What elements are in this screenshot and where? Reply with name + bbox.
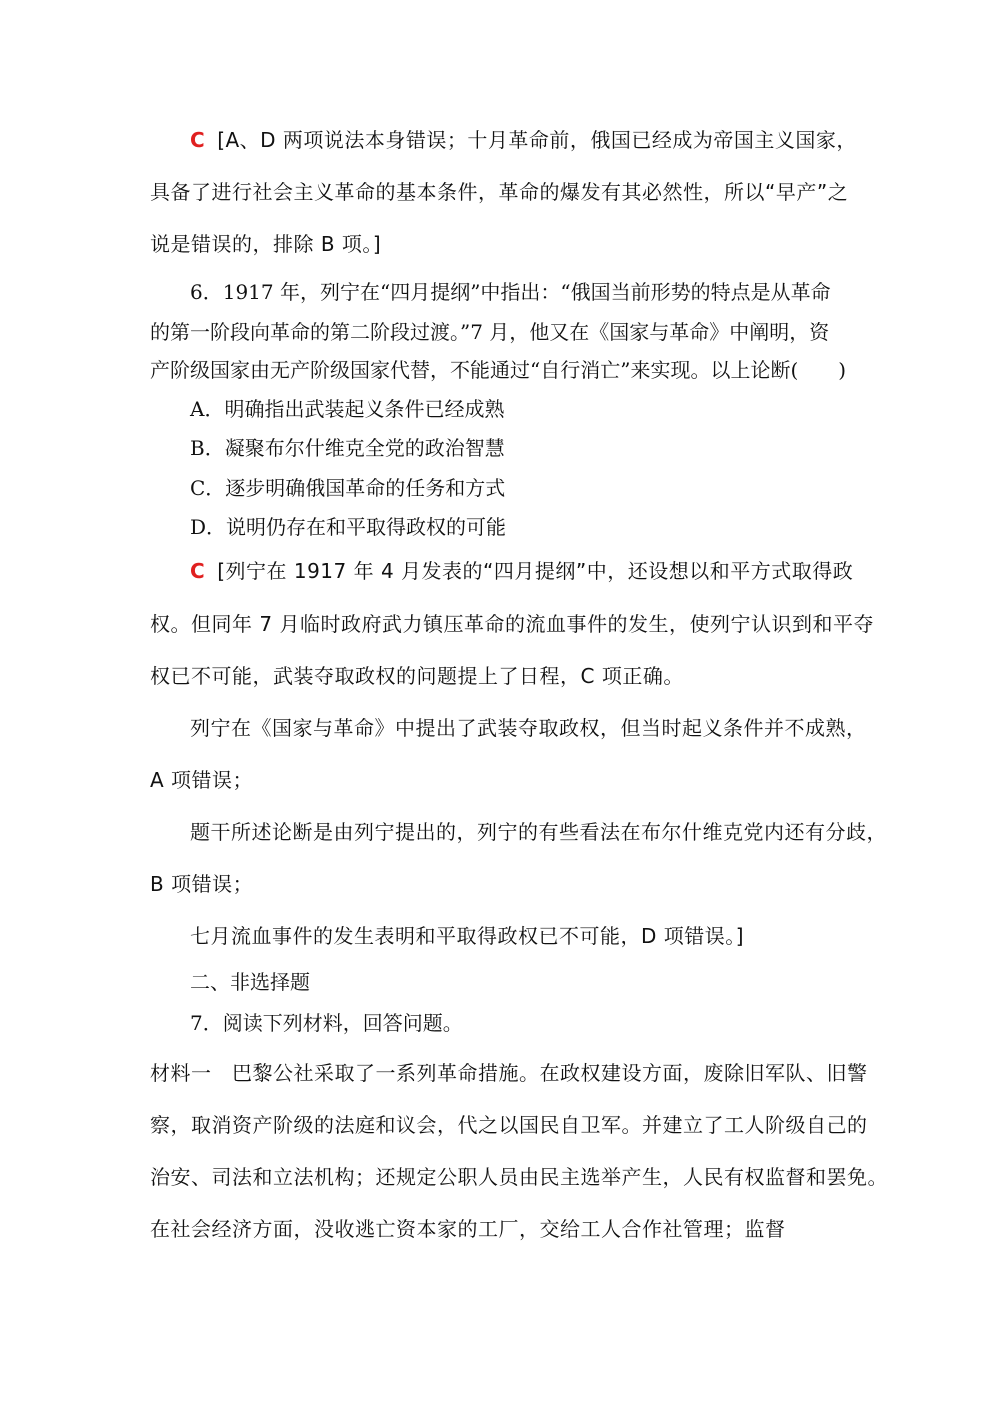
material1-line-4: 在社会经济方面，没收逃亡资本家的工厂，交给工人合作社管理；监督 (150, 1217, 786, 1241)
question7-prompt: 7．阅读下列材料，回答问题。 (190, 1011, 463, 1035)
answer5-line-2: 具备了进行社会主义革命的基本条件，革命的爆发有其必然性，所以“早产”之 (150, 180, 849, 204)
question6-option-d: D．说明仍存在和平取得政权的可能 (190, 515, 507, 539)
question6-line-3: 产阶级国家由无产阶级国家代替，不能通过“自行消亡”来实现。以上论断( ) (150, 358, 847, 382)
material1-line-1: 材料一 巴黎公社采取了一系列革命措施。在政权建设方面，废除旧军队、旧警 (150, 1061, 868, 1085)
answer5-letter: C (190, 128, 206, 152)
question6-option-c: C．逐步明确俄国革命的任务和方式 (190, 476, 506, 500)
section2-title: 二、非选择题 (190, 970, 310, 994)
answer6-line-2: 权。但同年 7 月临时政府武力镇压革命的流血事件的发生，使列宁认识到和平夺 (150, 612, 874, 636)
answer5-line-3: 说是错误的，排除 B 项。] (150, 232, 382, 256)
question6-line-1: 6．1917 年，列宁在“四月提纲”中指出：“俄国当前形势的特点是从革命 (190, 280, 831, 304)
answer6-line-8: 七月流血事件的发生表明和平取得政权已不可能，D 项错误。] (190, 924, 745, 948)
answer6-line-7: B 项错误； (150, 872, 254, 896)
answer6-line-4: 列宁在《国家与革命》中提出了武装夺取政权，但当时起义条件并不成熟， (190, 716, 867, 740)
answer6-line-6: 题干所述论断是由列宁提出的，列宁的有些看法在布尔什维克党内还有分歧， (190, 820, 887, 844)
material1-line-2: 察，取消资产阶级的法庭和议会，代之以国民自卫军。并建立了工人阶级自己的 (150, 1113, 868, 1137)
question6-option-b: B．凝聚布尔什维克全党的政治智慧 (190, 436, 505, 460)
answer6-letter: C (190, 559, 206, 583)
material1-line-3: 治安、司法和立法机构；还规定公职人员由民主选举产生，人民有权监督和罢免。 (150, 1165, 888, 1189)
question6-option-a: A．明确指出武装起义条件已经成熟 (190, 397, 505, 421)
answer6-line-5: A 项错误； (150, 768, 254, 792)
answer6-line-1: C [列宁在 1917 年 4 月发表的“四月提纲”中，还设想以和平方式取得政 (190, 559, 854, 583)
answer5-line-1: C [A、D 两项说法本身错误；十月革命前，俄国已经成为帝国主义国家， (190, 128, 857, 152)
question6-line-2: 的第一阶段向革命的第二阶段过渡。”7 月，他又在《国家与革命》中阐明，资 (150, 320, 830, 344)
answer6-line-3: 权已不可能，武装夺取政权的问题提上了日程，C 项正确。 (150, 664, 684, 688)
